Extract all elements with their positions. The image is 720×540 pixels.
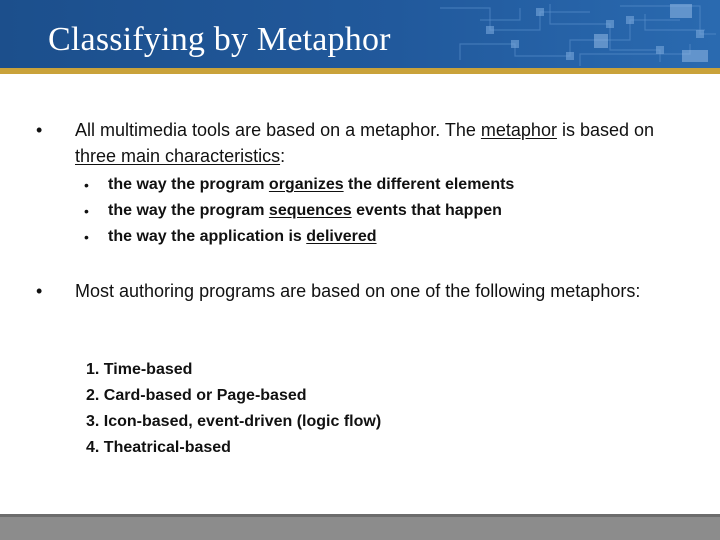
numbered-item: 4. Theatrical-based xyxy=(86,439,231,456)
sub-bullet-list xyxy=(84,172,644,250)
sub-bullet-text-segment-underlined: sequences xyxy=(268,202,352,219)
slide-title: Classifying by Metaphor xyxy=(48,21,391,58)
circuit-pattern-icon xyxy=(420,0,720,68)
sub-bullet-item xyxy=(84,224,644,250)
sub-bullet-text-segment: the different elements xyxy=(343,176,515,193)
title-bar xyxy=(0,0,720,68)
numbered-item: 1. Time-based xyxy=(86,361,193,378)
bullet-marker: • xyxy=(36,281,43,301)
sub-bullet-marker: • xyxy=(84,203,89,219)
sub-bullet-text-segment: the way the program xyxy=(108,202,269,219)
header-accent-rule xyxy=(0,68,720,74)
bullet-text-segment: is based on xyxy=(556,120,655,140)
sub-bullet-text-segment-underlined: delivered xyxy=(306,228,377,245)
bullet-text-segment-underlined: three main characteristics xyxy=(75,146,281,166)
sub-bullet-text-segment: the way the application is xyxy=(108,228,307,245)
sub-bullet-text-segment: the way the program xyxy=(108,176,269,193)
bullet-marker: • xyxy=(36,120,43,140)
sub-bullet-text-segment-underlined: organizes xyxy=(268,176,344,193)
sub-bullet-item xyxy=(84,172,644,198)
bullet-item xyxy=(36,278,656,304)
sub-bullet-item xyxy=(84,198,644,224)
sub-bullet-marker: • xyxy=(84,177,89,193)
footer-bar xyxy=(0,514,720,540)
bullet-text-segment-underlined: metaphor xyxy=(480,120,557,140)
sub-bullet-text-segment: events that happen xyxy=(351,202,502,219)
footer-rule xyxy=(0,514,720,517)
bullet-text-segment: : xyxy=(280,146,286,166)
numbered-list xyxy=(86,357,646,461)
bullet-text-segment: All multimedia tools are based on a metaphor. The xyxy=(75,120,481,140)
bullet-text: Most authoring programs are based on one of the following metaphors: xyxy=(75,281,641,301)
sub-bullet-marker: • xyxy=(84,229,89,245)
numbered-item: 2. Card-based or Page-based xyxy=(86,387,307,404)
bullet-text xyxy=(36,117,656,169)
numbered-item: 3. Icon-based, event-driven (logic flow) xyxy=(86,413,382,430)
bullet-item xyxy=(36,117,656,169)
